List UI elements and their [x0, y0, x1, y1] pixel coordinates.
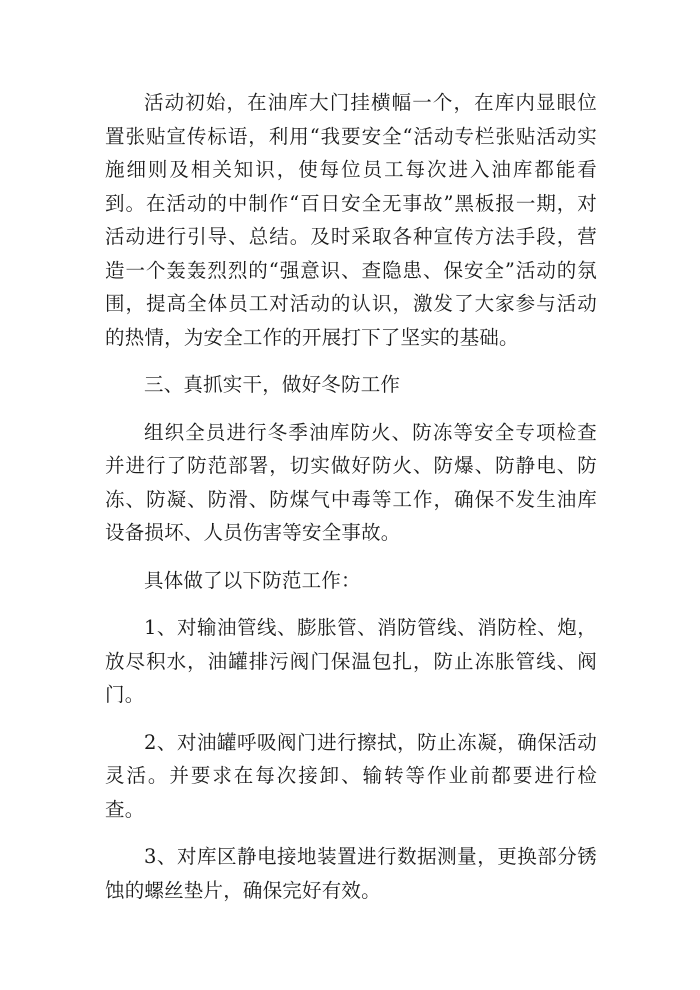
paragraph-prevention-intro: 具体做了以下防范工作：: [144, 568, 361, 592]
paragraph-safety-inspection: 组织全员进行冬季油库防火、防冻等安全专项检查并进行了防范部署，切实做好防火、防爆、防静电、防冻、防凝、防滑、防煤气中毒等工作，确保不发生油库设备损坏、人员伤害等安全事故。: [105, 420, 597, 544]
list-item-static-grounding: 3、对库区静电接地装置进行数据测量，更换部分锈蚀的螺丝垫片，确保完好有效。: [105, 845, 597, 902]
list-item-pipeline: 1、对输油管线、膨胀管、消防管线、消防栓、炮，放尽积水，油罐排污阀门保温包扎，防止冻胀管线、阀门。: [105, 616, 597, 706]
paragraph-activity-start: 活动初始，在油库大门挂横幅一个，在库内显眼位置张贴宣传标语，利用“我要安全“活动专栏张贴活动实施细则及相关知识，使每位员工每次进入油库都能看到。在活动的中制作“百日安全无事故”黑板报一期，对活动进行引导、总结。及时采取各种宣传方法手段，营造一个轰轰烈烈的“强意识、查隐患、保安全”活动的氛围，提高全体员工对活动的认识，激发了大家参与活动的热情，为安全工作的开展打下了坚实的基础。: [105, 91, 597, 349]
section-heading-winter-prevention: 三、真抓实干，做好冬防工作: [144, 373, 401, 396]
list-item-breather-valve: 2、对油罐呼吸阀门进行擦拭，防止冻凝，确保活动灵活。并要求在每次接卸、输转等作业前都要进行检查。: [105, 730, 597, 821]
document-body: [105, 86, 597, 921]
